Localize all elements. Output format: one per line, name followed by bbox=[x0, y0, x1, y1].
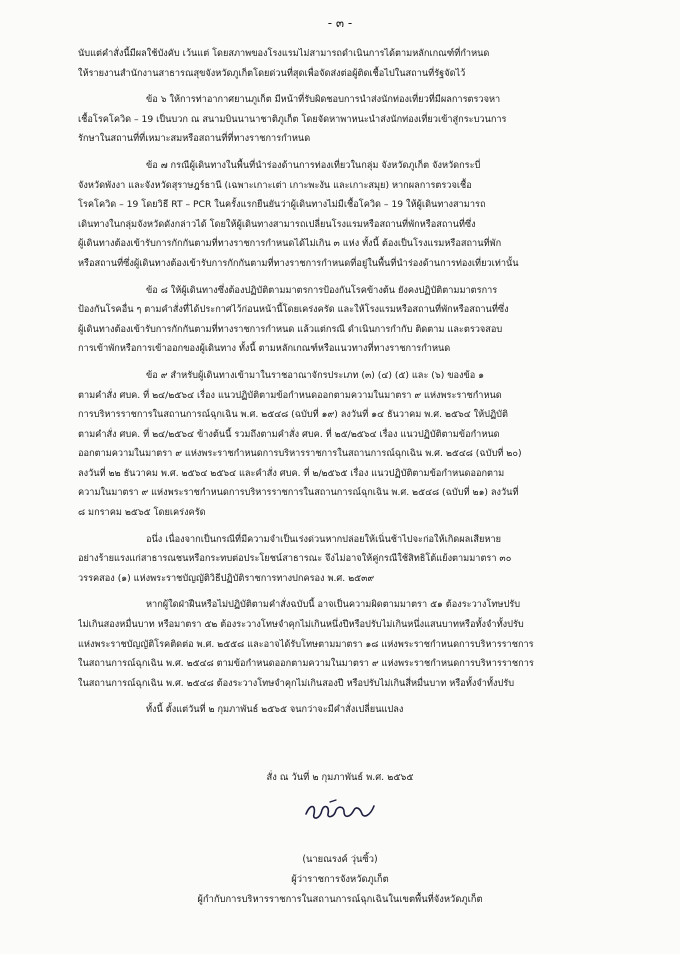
text-line: หากผู้ใดฝ่าฝืนหรือไม่ปฏิบัติตามคำสั่งฉบับนี้ อาจเป็นความผิดตามมาตรา ๕๑ ต้องระวางโทษปรับ bbox=[146, 599, 521, 611]
signer-position: ผู้ว่าราชการจังหวัดภูเก็ต bbox=[291, 874, 389, 885]
text-line: ทั้งนี้ ตั้งแต่วันที่ ๒ กุมภาพันธ์ ๒๕๖๕ จนกว่าจะมีคำสั่งเปลี่ยนแปลง bbox=[146, 704, 404, 716]
text-line: ตามคำสั่ง ศบค. ที่ ๒๔/๒๕๖๔ เรื่อง แนวปฏิบัติตามข้อกำหนดออกตามความในมาตรา ๙ แห่งพระราชกำหนด bbox=[78, 389, 502, 401]
paragraph-gap bbox=[78, 588, 623, 595]
text-line: แห่งพระราชบัญญัติโรคติดต่อ พ.ศ. ๒๕๕๘ และอาจได้รับโทษตามมาตรา ๑๘ แห่งพระราชกำหนดการบริหารราชการ bbox=[78, 638, 534, 650]
paragraph bbox=[78, 90, 623, 149]
text-line: นับแต่คำสั่งนี้มีผลใช้บังคับ เว้นแต่ โดยสภาพของโรงแรมไม่สามารถดำเนินการได้ตามหลักเกณฑ์ที่กำหนด bbox=[78, 48, 490, 59]
text-line: วรรคสอง (๑) แห่งพระราชบัญญัติวิธีปฏิบัติราชการทางปกครอง พ.ศ. ๒๕๓๙ bbox=[78, 572, 375, 584]
text-line: ข้อ ๖ ให้การท่าอากาศยานภูเก็ต มีหน้าที่รับผิดชอบการนำส่งนักท่องเที่ยวที่มีผลการตรวจหา bbox=[146, 94, 501, 106]
text-line: ลงวันที่ ๒๒ ธันวาคม พ.ศ. ๒๕๖๔ ๒๕๖๔ และคำสั่ง ศบค. ที่ ๒/๒๕๖๕ เรื่อง แนวปฏิบัติตามข้อกำหนดออกตาม bbox=[78, 467, 505, 479]
text-line: ผู้เดินทางต้องเข้ารับการกักกันตามที่ทางราชการกำหนดได้ไม่เกิน ๓ แห่ง ทั้งนี้ ต้องเป็นโรงแรมหรือสถานที่พัก bbox=[78, 238, 502, 250]
text-line: ข้อ ๘ ให้ผู้เดินทางซึ่งต้องปฏิบัติตามมาตรการป้องกันโรคข้างต้น ยังคงปฏิบัติตามมาตรการ bbox=[146, 284, 498, 296]
signer-role-block bbox=[0, 892, 680, 907]
document-body bbox=[78, 44, 623, 720]
text-line: ข้อ ๗ กรณีผู้เดินทางในพื้นที่นำร่องด้านการท่องเที่ยวในกลุ่ม จังหวัดภูเก็ต จังหวัดกระบี่ bbox=[146, 159, 481, 171]
paragraph bbox=[78, 366, 623, 523]
text-line: การบริหารราชการในสถานการณ์ฉุกเฉิน พ.ศ. ๒๕๔๘ (ฉบับที่ ๑๙) ลงวันที่ ๑๔ ธันวาคม พ.ศ. ๒๕๖๔ ให้ปฏิบัติ bbox=[78, 409, 508, 421]
paragraph bbox=[78, 281, 623, 359]
text-line: ๘ มกราคม ๒๕๖๕ โดยเคร่งครัด bbox=[78, 507, 206, 519]
text-line: การเข้าพักหรือการเข้าออกของผู้เดินทาง ทั้งนี้ ตามหลักเกณฑ์หรือแนวทางที่ทางราชการกำหนด bbox=[78, 343, 451, 355]
text-line: เชื้อโรคโควิด – 19 เป็นบวก ณ สนามบินนานาชาติภูเก็ต โดยจัดหาพาหนะนำส่งนักท่องเที่ยวเข้าสู่กระบวนการ bbox=[78, 113, 507, 125]
paragraph bbox=[78, 700, 623, 720]
text-line: โรคโควิด – 19 โดยวิธี RT – PCR ในครั้งแรกยืนยันว่าผู้เดินทางไม่มีเชื้อโควิด – 19 ให้ผู้เดินทางสามารถ bbox=[78, 199, 486, 211]
text-line: ความในมาตรา ๙ แห่งพระราชกำหนดการบริหารราชการในสถานการณ์ฉุกเฉิน พ.ศ. ๒๕๔๘ (ฉบับที่ ๒๑) ลงวันที่ bbox=[78, 487, 519, 499]
order-date-block bbox=[0, 770, 680, 785]
paragraph bbox=[78, 44, 623, 83]
text-line: ไม่เกินสองหมื่นบาท หรือมาตรา ๕๒ ต้องระวางโทษจำคุกไม่เกินหนึ่งปีหรือปรับไม่เกินหนึ่งแสนบาทหรือทั้งจำทั้งปรับ bbox=[78, 619, 524, 631]
text-line: ในสถานการณ์ฉุกเฉิน พ.ศ. ๒๕๔๘ ตามข้อกำหนดออกตามความในมาตรา ๙ แห่งพระราชกำหนดการบริหารราชการ bbox=[78, 658, 534, 670]
text-line: ในสถานการณ์ฉุกเฉิน พ.ศ. ๒๕๔๘ ต้องระวางโทษจำคุกไม่เกินสองปี หรือปรับไม่เกินสี่หมื่นบาท หรือทั้งจำทั้งปรับ bbox=[78, 677, 515, 689]
signer-name-block bbox=[0, 852, 680, 867]
paragraph bbox=[78, 530, 623, 589]
paragraph-gap bbox=[78, 523, 623, 530]
text-line: หรือสถานที่ซึ่งผู้เดินทางต้องเข้ารับการกักกันตามที่ทางราชการกำหนดที่อยู่ในพื้นที่นำร่องด้านการท่องเที่ยวเท่านั้น bbox=[78, 257, 519, 269]
text-line: ให้รายงานสำนักงานสาธารณสุขจังหวัดภูเก็ตโดยด่วนที่สุดเพื่อจัดส่งต่อผู้ติดเชื้อไปในสถานที่รัฐจัดไว้ bbox=[78, 67, 466, 79]
text-line: ข้อ ๙ สำหรับผู้เดินทางเข้ามาในราชอาณาจักรประเภท (๓) (๔) (๕) และ (๖) ของข้อ ๑ bbox=[146, 369, 485, 381]
text-line: ผู้เดินทางต้องเข้ารับการกักกันตามที่ทางราชการกำหนด แล้วแต่กรณี ดำเนินการกำกับ ติดตาม และตรวจสอบ bbox=[78, 323, 503, 335]
signature-image bbox=[300, 798, 380, 824]
order-date: สั่ง ณ วันที่ ๒ กุมภาพันธ์ พ.ศ. ๒๕๖๕ bbox=[266, 772, 414, 783]
text-line: ตามคำสั่ง ศบค. ที่ ๒๔/๒๕๖๔ ข้างต้นนี้ รวมถึงตามคำสั่ง ศบค. ที่ ๒๕/๒๕๖๔ เรื่อง แนวปฏิบัติตามข้อกำหนด bbox=[78, 428, 500, 440]
signer-name: (นายณรงค์ วุ่นซิ้ว) bbox=[302, 854, 378, 865]
text-line: ออกตามความในมาตรา ๙ แห่งพระราชกำหนดการบริหารราชการในสถานการณ์ฉุกเฉิน พ.ศ. ๒๕๔๘ (ฉบับที่ ๒๐) bbox=[78, 448, 522, 460]
paragraph-gap bbox=[78, 274, 623, 281]
signer-position-block bbox=[0, 872, 680, 887]
page-number: - ๓ - bbox=[327, 16, 353, 30]
signer-role: ผู้กำกับการบริหารราชการในสถานการณ์ฉุกเฉินในเขตพื้นที่จังหวัดภูเก็ต bbox=[197, 894, 483, 905]
text-line: เดินทางในกลุ่มจังหวัดดังกล่าวได้ โดยให้ผู้เดินทางสามารถเปลี่ยนโรงแรมหรือสถานที่พักหรือสถานที่ซึ่ง bbox=[78, 218, 476, 230]
paragraph-gap bbox=[78, 693, 623, 700]
text-line: รักษาในสถานที่ที่เหมาะสมหรือสถานที่ที่ทางราชการกำหนด bbox=[78, 133, 311, 145]
paragraph-gap bbox=[78, 83, 623, 90]
paragraph bbox=[78, 595, 623, 693]
paragraph bbox=[78, 156, 623, 274]
paragraph-gap bbox=[78, 359, 623, 366]
text-line: อนึ่ง เนื่องจากเป็นกรณีที่มีความจำเป็นเร่งด่วนหากปล่อยให้เนิ่นช้าไปจะก่อให้เกิดผลเสียหาย bbox=[146, 533, 501, 545]
paragraph-gap bbox=[78, 149, 623, 156]
text-line: ป้องกันโรคอื่น ๆ ตามคำสั่งที่ได้ประกาศไว้ก่อนหน้านี้โดยเคร่งครัด และให้โรงแรมหรือสถานที่พักหรือสถานที่ซึ่ง bbox=[78, 304, 509, 316]
text-line: จังหวัดพังงา และจังหวัดสุราษฎร์ธานี (เฉพาะเกาะเต่า เกาะพะงัน และเกาะสมุย) หากผลการตรวจเชื้อ bbox=[78, 179, 472, 191]
text-line: อย่างร้ายแรงแก่สาธารณชนหรือกระทบต่อประโยชน์สาธารณะ จึงไม่อาจให้คู่กรณีใช้สิทธิโต้แย้งตามมาตรา ๓๐ bbox=[78, 553, 512, 565]
